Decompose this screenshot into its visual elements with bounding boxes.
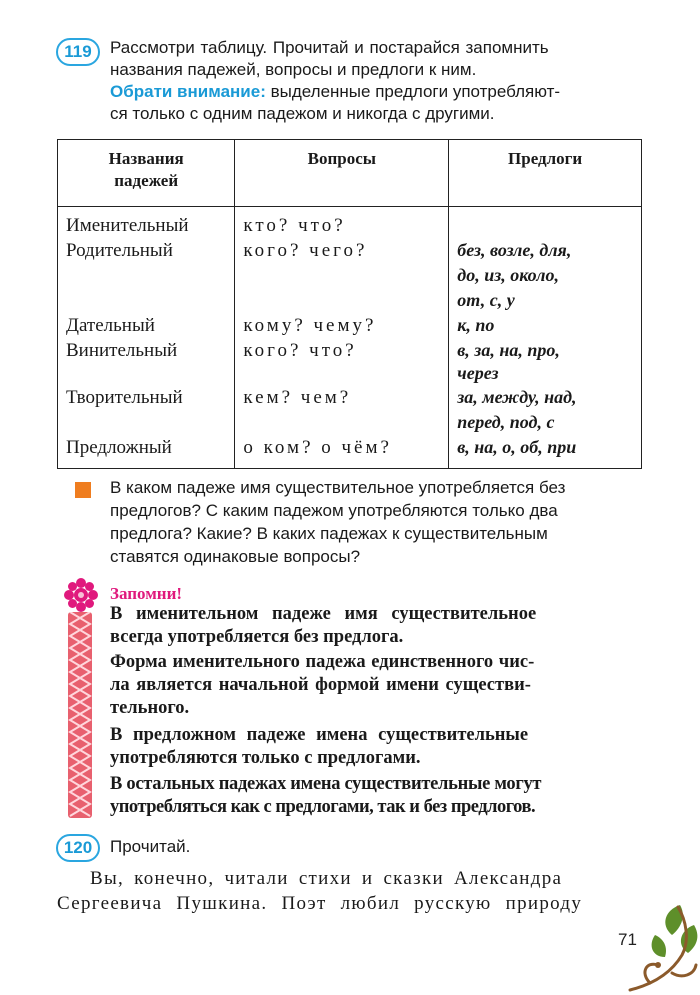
page-number: 71 [618,930,637,949]
rule-line: всегда употребляется без предлога. [110,627,404,647]
attention-label: Обрати внимание: [110,82,266,101]
questions-column [235,207,449,469]
attention-text: выделенные предлоги употребляют- [265,82,561,101]
case-questions: кого? что? [243,340,357,361]
case-name: Именительный [66,215,189,236]
table-body [58,207,642,469]
prepositions-prepositional [457,435,641,460]
case-questions: кто? что? [243,215,346,236]
header-prepositions: Предлоги [449,140,642,207]
ex119-line-4: ся только с одним падежом и никогда с другими. [110,104,495,123]
rule-title: Запомни! [110,584,183,603]
preposition-line: в, за, на, про, [457,340,560,360]
case-name: Дательный [66,315,155,336]
prepositions-genitive [457,238,641,313]
exercise-number-119: 119 [56,38,100,66]
prepositions-dative [457,313,641,338]
rule-line: В предложном падеже имена существительные [110,725,529,745]
prepositions-column [449,207,642,469]
task-line-4: ставятся одинаковые вопросы? [110,547,361,566]
preposition-line: до, из, около, [457,265,559,285]
task-line-3: предлога? Какие? В каких падежах к существительным [110,524,548,543]
preposition-line: без, возле, для, [457,240,572,260]
header-questions: Вопросы [235,140,449,207]
case-name: Предложный [66,437,172,458]
task-line-2: предлогов? С каким падежом употребляются только два [110,501,558,520]
case-name: Винительный [66,340,178,361]
preposition-line: за, между, над, [457,387,577,407]
task-marker-icon [75,482,91,498]
header-case-names: Названия падежей [58,140,235,207]
cases-table [57,139,642,469]
prepositions-empty [457,213,641,238]
prepositions-instrumental [457,385,641,435]
ex119-line-1: Рассмотри таблицу. Прочитай и постарайся запомнить [110,38,549,57]
ornament-bar [66,612,94,818]
preposition-line: через [457,363,499,383]
table-header-row [58,140,642,207]
case-name: Творительный [66,387,183,408]
ex120-text-line-2: Сергеевича Пушкина. Поэт любил русскую природу [57,893,583,914]
task-line-1: В каком падеже имя существительное употребляется без [110,478,566,497]
flower-ornament-icon [63,577,99,613]
preposition-line: перед, под, с [457,412,555,432]
case-name: Родительный [66,240,173,261]
rule-line: В именительном падеже имя существительное [110,604,537,624]
ex120-text-line-1: Вы, конечно, читали стихи и сказки Александра [90,868,563,889]
case-questions: кому? чему? [243,315,377,336]
preposition-line: от, с, у [457,290,515,310]
ex120-instruction: Прочитай. [110,837,191,856]
ex119-line-3 [110,82,560,102]
case-questions: о ком? о чём? [243,437,392,458]
case-questions: кого? чего? [243,240,368,261]
case-column [58,207,235,469]
exercise-number-120: 120 [56,834,100,862]
rule-line: употребляются только с предлогами. [110,748,421,768]
prepositions-accusative [457,338,641,385]
rule-line: В остальных падежах имена существительные могут [110,774,542,794]
case-questions: кем? чем? [243,387,352,408]
preposition-line: в, на, о, об, при [457,437,577,457]
rule-line: Форма именительного падежа единственного чис- [110,652,535,672]
rule-line: употребляться как с предлогами, так и без предлогов. [110,797,536,817]
rule-line: тельного. [110,698,190,718]
rule-line: ла является начальной формой имени существи- [110,675,531,695]
ex119-line-2: названия падежей, вопросы и предлоги к ним. [110,60,477,79]
preposition-line: к, по [457,315,495,335]
